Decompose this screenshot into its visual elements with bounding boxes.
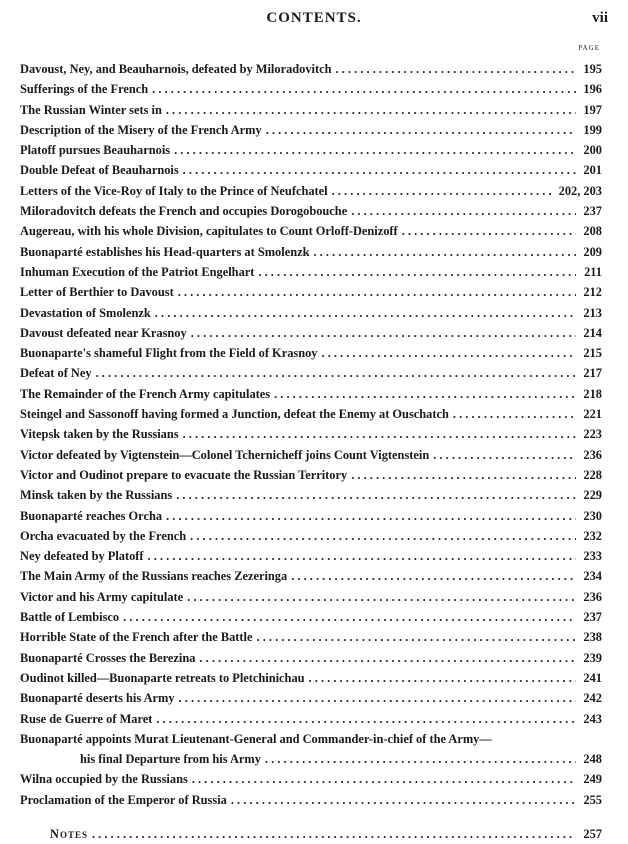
toc-entry-title: Sufferings of the French bbox=[20, 79, 152, 99]
toc-entry-title: The Main Army of the Russians reaches Zezeringa bbox=[20, 566, 291, 586]
page-title: CONTENTS. bbox=[266, 10, 362, 26]
toc-entry bbox=[20, 79, 602, 99]
toc-entry-title: Wilna occupied by the Russians bbox=[20, 769, 192, 789]
toc-entry-page: 236 bbox=[583, 589, 602, 604]
toc-entry bbox=[20, 566, 602, 586]
leader-dots bbox=[179, 688, 576, 708]
leader-dots bbox=[453, 404, 576, 424]
toc-entry-page: 202, 203 bbox=[558, 183, 602, 198]
leader-dots bbox=[156, 709, 576, 729]
toc-entry-page: 232 bbox=[583, 528, 602, 543]
toc-entry-title: Davoust, Ney, and Beauharnois, defeated by Miloradovitch bbox=[20, 59, 336, 79]
leader-dots bbox=[291, 566, 576, 586]
leader-dots bbox=[332, 181, 555, 201]
toc-entry bbox=[20, 607, 602, 627]
toc-entry-page: 211 bbox=[584, 264, 602, 279]
toc-entry-title: Inhuman Execution of the Patriot Engelhart bbox=[20, 262, 258, 282]
toc-entry-title: Orcha evacuated by the French bbox=[20, 526, 190, 546]
leader-dots bbox=[231, 790, 576, 810]
toc-entry bbox=[20, 303, 602, 323]
leader-dots bbox=[123, 607, 576, 627]
leader-dots bbox=[265, 749, 576, 769]
leader-dots bbox=[178, 282, 576, 302]
toc-entry-title: Miloradovitch defeats the French and occupies Dorogobouche bbox=[20, 201, 351, 221]
toc-entry-page: 242 bbox=[583, 691, 602, 706]
toc-entry-title: Buonaparté establishes his Head-quarters at Smolenzk bbox=[20, 242, 313, 262]
toc-entry-title: Ruse de Guerre of Maret bbox=[20, 709, 156, 729]
toc-entry-title: Battle of Lembisco bbox=[20, 607, 123, 627]
leader-dots bbox=[313, 242, 576, 262]
toc-entry bbox=[20, 404, 602, 424]
toc-entry-page: 212 bbox=[583, 285, 602, 300]
toc-entry-page: 213 bbox=[583, 305, 602, 320]
toc-entry-page: 218 bbox=[583, 386, 602, 401]
leader-dots bbox=[152, 79, 576, 99]
toc-entry-title: Minsk taken by the Russians bbox=[20, 485, 176, 505]
toc-entry-page: 223 bbox=[583, 427, 602, 442]
toc-entry-title: Victor defeated by Vigtenstein—Colonel Tchernicheff joins Count Vigtenstein bbox=[20, 445, 433, 465]
toc-entry-title: Buonaparté appoints Murat Lieutenant-General and Commander-in-chief of the Army— bbox=[20, 729, 496, 749]
toc-entry bbox=[20, 424, 602, 444]
toc-entry-title: Davoust defeated near Krasnoy bbox=[20, 323, 191, 343]
toc-entry-page: 200 bbox=[583, 143, 602, 158]
page-column-label: PAGE bbox=[578, 44, 600, 52]
toc-entry-title: Buonaparté reaches Orcha bbox=[20, 506, 166, 526]
toc-entry-page: 214 bbox=[583, 325, 602, 340]
toc-entry-page: 237 bbox=[583, 610, 602, 625]
leader-dots bbox=[176, 485, 576, 505]
leader-dots bbox=[433, 445, 576, 465]
toc-entry bbox=[20, 627, 602, 647]
toc-entry-page: 201 bbox=[583, 163, 602, 178]
toc-entry-title: Ney defeated by Platoff bbox=[20, 546, 148, 566]
toc-entry-title: Description of the Misery of the French Army bbox=[20, 120, 266, 140]
toc-entry-page: 236 bbox=[583, 447, 602, 462]
toc-entry-title: Victor and his Army capitulate bbox=[20, 587, 187, 607]
toc-entry-title: The Remainder of the French Army capitulates bbox=[20, 384, 274, 404]
toc-entry-page: 233 bbox=[583, 549, 602, 564]
toc-entry bbox=[20, 587, 602, 607]
toc-entry-title: Vitepsk taken by the Russians bbox=[20, 424, 183, 444]
table-of-contents bbox=[20, 59, 602, 844]
toc-entry-title: Double Defeat of Beauharnois bbox=[20, 160, 183, 180]
toc-entry bbox=[20, 262, 602, 282]
toc-entry bbox=[20, 709, 602, 729]
toc-entry-multiline-second bbox=[20, 749, 602, 769]
toc-entry bbox=[20, 100, 602, 120]
toc-entry-title: Steingel and Sassonoff having formed a Junction, defeat the Enemy at Ouschatch bbox=[20, 404, 453, 424]
toc-entry-notes bbox=[20, 824, 602, 844]
toc-entry bbox=[20, 282, 602, 302]
toc-entry-page: 195 bbox=[583, 62, 602, 76]
leader-dots bbox=[183, 160, 576, 180]
toc-entry-title: Oudinot killed—Buonaparte retreats to Pletchinichau bbox=[20, 668, 309, 688]
leader-dots bbox=[187, 587, 576, 607]
toc-entry-title: Augereau, with his whole Division, capitulates to Count Orloff-Denizoff bbox=[20, 221, 402, 241]
toc-entry-page: 215 bbox=[583, 346, 602, 361]
toc-entry bbox=[20, 221, 602, 241]
toc-entry bbox=[20, 526, 602, 546]
toc-entry-page: 197 bbox=[583, 102, 602, 117]
leader-dots bbox=[351, 465, 576, 485]
leader-dots bbox=[266, 120, 576, 140]
toc-entry-title: Platoff pursues Beauharnois bbox=[20, 140, 174, 160]
toc-entry-title: The Russian Winter sets in bbox=[20, 100, 166, 120]
toc-entry bbox=[20, 648, 602, 668]
toc-entry bbox=[20, 445, 602, 465]
leader-dots bbox=[148, 546, 576, 566]
leader-dots bbox=[155, 303, 576, 323]
toc-entry bbox=[20, 323, 602, 343]
toc-entry-page: 234 bbox=[583, 569, 602, 584]
leader-dots bbox=[190, 526, 576, 546]
leader-dots bbox=[257, 627, 577, 647]
toc-entry-title: Buonaparte's shameful Flight from the Field of Krasnoy bbox=[20, 343, 322, 363]
toc-entry bbox=[20, 120, 602, 140]
toc-entry-page: 217 bbox=[583, 366, 602, 381]
toc-entry-page: 209 bbox=[583, 244, 602, 259]
toc-entry bbox=[20, 384, 602, 404]
roman-page-number: vii bbox=[592, 10, 608, 26]
toc-entry-page: 249 bbox=[583, 772, 602, 787]
toc-entry bbox=[20, 790, 602, 810]
toc-entry-page: 230 bbox=[583, 508, 602, 523]
toc-entry-title: his final Departure from his Army bbox=[80, 749, 265, 769]
toc-entry-page: 248 bbox=[583, 752, 602, 767]
toc-entry bbox=[20, 363, 602, 383]
notes-title: Notes bbox=[20, 824, 92, 844]
leader-dots bbox=[174, 140, 576, 160]
toc-entry-title: Buonaparté deserts his Army bbox=[20, 688, 179, 708]
toc-entry-page: 221 bbox=[583, 407, 602, 422]
toc-entry-page: 199 bbox=[583, 122, 602, 137]
leader-dots bbox=[199, 648, 576, 668]
toc-entry-page: 243 bbox=[583, 711, 602, 726]
leader-dots bbox=[258, 262, 576, 282]
toc-entry bbox=[20, 160, 602, 180]
toc-entry-page: 196 bbox=[583, 82, 602, 97]
toc-entry-title: Buonaparté Crosses the Berezina bbox=[20, 648, 199, 668]
leader-dots bbox=[309, 668, 576, 688]
toc-entry bbox=[20, 201, 602, 221]
toc-entry-title: Victor and Oudinot prepare to evacuate the Russian Territory bbox=[20, 465, 351, 485]
toc-entry bbox=[20, 140, 602, 160]
toc-entry bbox=[20, 546, 602, 566]
toc-entry-page: 208 bbox=[583, 224, 602, 239]
toc-entry bbox=[20, 242, 602, 262]
leader-dots bbox=[351, 201, 576, 221]
leader-dots bbox=[96, 363, 576, 383]
leader-dots bbox=[336, 59, 576, 79]
toc-entry bbox=[20, 343, 602, 363]
toc-entry-title: Devastation of Smolenzk bbox=[20, 303, 155, 323]
toc-entry bbox=[20, 769, 602, 789]
leader-dots bbox=[274, 384, 576, 404]
leader-dots bbox=[92, 824, 576, 844]
toc-entry-page: 229 bbox=[583, 488, 602, 503]
toc-entry-page: 238 bbox=[583, 630, 602, 645]
leader-dots bbox=[402, 221, 576, 241]
toc-entry-multiline-first bbox=[20, 729, 602, 749]
toc-entry bbox=[20, 181, 602, 201]
toc-entry bbox=[20, 465, 602, 485]
toc-entry-title: Letter of Berthier to Davoust bbox=[20, 282, 178, 302]
toc-entry-title: Letters of the Vice-Roy of Italy to the Prince of Neufchatel bbox=[20, 181, 332, 201]
leader-dots bbox=[192, 769, 576, 789]
leader-dots bbox=[191, 323, 576, 343]
toc-entry-title: Horrible State of the French after the Battle bbox=[20, 627, 257, 647]
toc-entry bbox=[20, 506, 602, 526]
toc-entry-title: Defeat of Ney bbox=[20, 363, 96, 383]
toc-entry-title: Proclamation of the Emperor of Russia bbox=[20, 790, 231, 810]
toc-entry bbox=[20, 485, 602, 505]
toc-entry-page: 239 bbox=[583, 650, 602, 665]
toc-entry-page: 241 bbox=[583, 670, 602, 685]
toc-entry bbox=[20, 688, 602, 708]
notes-page: 257 bbox=[583, 826, 602, 841]
toc-entry-page: 255 bbox=[583, 792, 602, 807]
leader-dots bbox=[166, 100, 576, 120]
toc-entry bbox=[20, 59, 602, 79]
leader-dots bbox=[322, 343, 577, 363]
leader-dots bbox=[166, 506, 576, 526]
toc-entry-page: 237 bbox=[583, 204, 602, 219]
toc-entry bbox=[20, 668, 602, 688]
toc-entry-page: 228 bbox=[583, 467, 602, 482]
leader-dots bbox=[183, 424, 576, 444]
